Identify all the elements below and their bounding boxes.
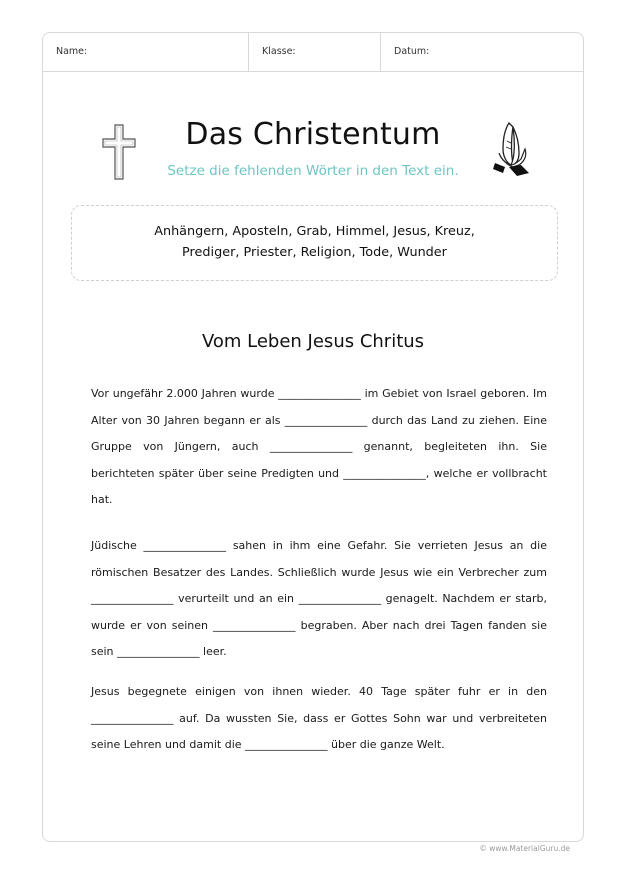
word-bank-line-2: Prediger, Priester, Religion, Tode, Wunder — [182, 245, 447, 260]
section-title: Vom Leben Jesus Chritus — [201, 331, 425, 352]
paragraph-text: Vor ungefähr 2.000 Jahren wurde _______________ im Gebiet von Israel geboren. Im Alter von 30 Jahren begann er als _______________ durch das Land zu ziehen. Eine Gruppe von Jüngern, auch _______________ genannt, begleiteten ihn. Sie berichteten später über seine Predigten und _______________, welche er vollbracht hat. — [91, 387, 547, 506]
class-label: Klasse: — [262, 46, 296, 57]
name-field[interactable] — [43, 33, 249, 71]
paragraph-2 — [91, 533, 547, 666]
paragraph-1 — [91, 381, 547, 514]
word-bank-line-1: Anhängern, Aposteln, Grab, Himmel, Jesus, Kreuz, — [154, 224, 475, 239]
date-label: Datum: — [394, 46, 430, 57]
worksheet — [42, 32, 584, 842]
name-label: Name: — [56, 46, 88, 57]
page-subtitle: Setze die fehlenden Wörter in den Text ein. — [167, 163, 459, 179]
paragraph-3 — [91, 679, 547, 759]
paragraph-text: Jesus begegnete einigen von ihnen wieder. 40 Tage später fuhr er in den _______________ auf. Da wussten Sie, dass er Gottes Sohn war und verbreiteten seine Lehren und damit die _______________ über die ganze Welt. — [91, 685, 547, 751]
class-field[interactable] — [249, 33, 381, 71]
copyright-notice: © www.MaterialGuru.de — [479, 844, 570, 853]
header-fields — [43, 33, 583, 72]
page-title: Das Christentum — [185, 117, 441, 152]
praying-hands-icon — [491, 119, 533, 177]
word-bank — [71, 205, 558, 281]
date-field[interactable] — [381, 33, 583, 71]
paragraph-text: Jüdische _______________ sahen in ihm eine Gefahr. Sie verrieten Jesus an die römischen Besatzer des Landes. Schließlich wurde Jesus wie ein Verbrecher zum _______________ verurteilt und an ein _______________ genagelt. Nachdem er starb, wurde er von seinen _______________ begraben. Aber nach drei Tagen fanden sie sein _______________ leer. — [91, 539, 547, 658]
